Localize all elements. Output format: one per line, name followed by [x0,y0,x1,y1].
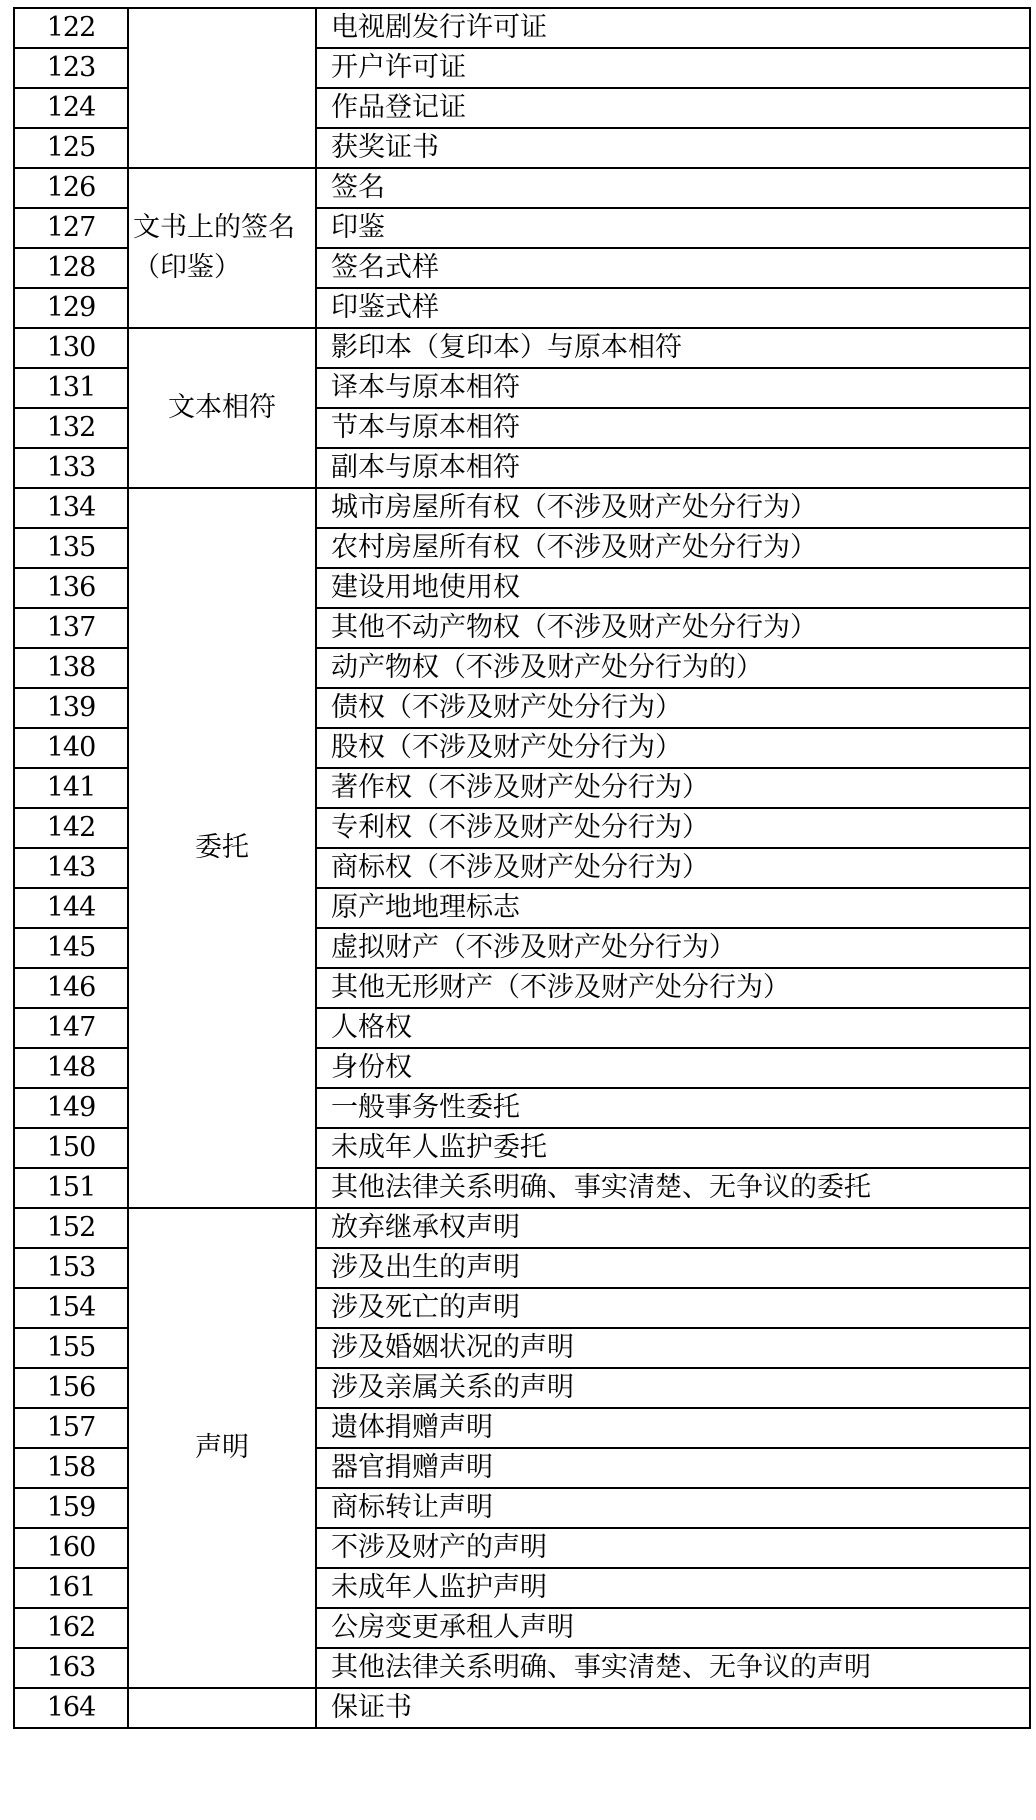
item-name: 签名 [316,168,1030,208]
item-name: 城市房屋所有权（不涉及财产处分行为） [316,488,1030,528]
row-number: 154 [14,1288,128,1328]
row-number: 134 [14,488,128,528]
row-number: 126 [14,168,128,208]
row-number: 132 [14,408,128,448]
item-name: 译本与原本相符 [316,368,1030,408]
row-number: 144 [14,888,128,928]
row-number: 162 [14,1608,128,1648]
table-row [14,1688,1030,1728]
item-name: 其他法律关系明确、事实清楚、无争议的声明 [316,1648,1030,1688]
row-number: 146 [14,968,128,1008]
row-number: 138 [14,648,128,688]
table-row [14,168,1030,208]
item-name: 印鉴式样 [316,288,1030,328]
row-number: 148 [14,1048,128,1088]
item-name: 著作权（不涉及财产处分行为） [316,768,1030,808]
item-name: 印鉴 [316,208,1030,248]
item-name: 公房变更承租人声明 [316,1608,1030,1648]
item-name: 涉及婚姻状况的声明 [316,1328,1030,1368]
row-number: 129 [14,288,128,328]
row-number: 128 [14,248,128,288]
item-name: 开户许可证 [316,48,1030,88]
item-name: 债权（不涉及财产处分行为） [316,688,1030,728]
notary-items-table [13,7,1031,1729]
row-number: 140 [14,728,128,768]
item-name: 农村房屋所有权（不涉及财产处分行为） [316,528,1030,568]
category-cell: 文书上的签名（印鉴） [128,168,316,328]
item-name: 其他法律关系明确、事实清楚、无争议的委托 [316,1168,1030,1208]
item-name: 未成年人监护委托 [316,1128,1030,1168]
row-number: 160 [14,1528,128,1568]
row-number: 155 [14,1328,128,1368]
row-number: 156 [14,1368,128,1408]
table-row [14,1208,1030,1248]
row-number: 133 [14,448,128,488]
item-name: 商标权（不涉及财产处分行为） [316,848,1030,888]
item-name: 商标转让声明 [316,1488,1030,1528]
row-number: 139 [14,688,128,728]
item-name: 副本与原本相符 [316,448,1030,488]
item-name: 未成年人监护声明 [316,1568,1030,1608]
row-number: 145 [14,928,128,968]
row-number: 125 [14,128,128,168]
row-number: 161 [14,1568,128,1608]
row-number: 147 [14,1008,128,1048]
row-number: 157 [14,1408,128,1448]
table-row [14,328,1030,368]
table-row [14,8,1030,48]
item-name: 节本与原本相符 [316,408,1030,448]
row-number: 136 [14,568,128,608]
table-body [14,8,1030,1728]
item-name: 电视剧发行许可证 [316,8,1030,48]
item-name: 放弃继承权声明 [316,1208,1030,1248]
item-name: 建设用地使用权 [316,568,1030,608]
item-name: 保证书 [316,1688,1030,1728]
row-number: 123 [14,48,128,88]
item-name: 签名式样 [316,248,1030,288]
item-name: 涉及出生的声明 [316,1248,1030,1288]
row-number: 130 [14,328,128,368]
item-name: 人格权 [316,1008,1030,1048]
category-cell: 委托 [128,488,316,1208]
item-name: 股权（不涉及财产处分行为） [316,728,1030,768]
row-number: 143 [14,848,128,888]
row-number: 137 [14,608,128,648]
row-number: 127 [14,208,128,248]
item-name: 一般事务性委托 [316,1088,1030,1128]
item-name: 器官捐赠声明 [316,1448,1030,1488]
row-number: 163 [14,1648,128,1688]
row-number: 150 [14,1128,128,1168]
item-name: 不涉及财产的声明 [316,1528,1030,1568]
category-cell [128,8,316,168]
row-number: 141 [14,768,128,808]
item-name: 涉及亲属关系的声明 [316,1368,1030,1408]
item-name: 原产地地理标志 [316,888,1030,928]
category-cell: 文本相符 [128,328,316,488]
row-number: 124 [14,88,128,128]
item-name: 涉及死亡的声明 [316,1288,1030,1328]
item-name: 虚拟财产（不涉及财产处分行为） [316,928,1030,968]
row-number: 164 [14,1688,128,1728]
category-cell: 声明 [128,1208,316,1688]
item-name: 专利权（不涉及财产处分行为） [316,808,1030,848]
item-name: 身份权 [316,1048,1030,1088]
item-name: 遗体捐赠声明 [316,1408,1030,1448]
row-number: 135 [14,528,128,568]
item-name: 获奖证书 [316,128,1030,168]
item-name: 影印本（复印本）与原本相符 [316,328,1030,368]
row-number: 122 [14,8,128,48]
row-number: 142 [14,808,128,848]
item-name: 动产物权（不涉及财产处分行为的） [316,648,1030,688]
item-name: 其他不动产物权（不涉及财产处分行为） [316,608,1030,648]
row-number: 159 [14,1488,128,1528]
item-name: 其他无形财产（不涉及财产处分行为） [316,968,1030,1008]
item-name: 作品登记证 [316,88,1030,128]
row-number: 131 [14,368,128,408]
category-cell [128,1688,316,1728]
row-number: 158 [14,1448,128,1488]
row-number: 152 [14,1208,128,1248]
row-number: 151 [14,1168,128,1208]
row-number: 149 [14,1088,128,1128]
table-row [14,488,1030,528]
row-number: 153 [14,1248,128,1288]
